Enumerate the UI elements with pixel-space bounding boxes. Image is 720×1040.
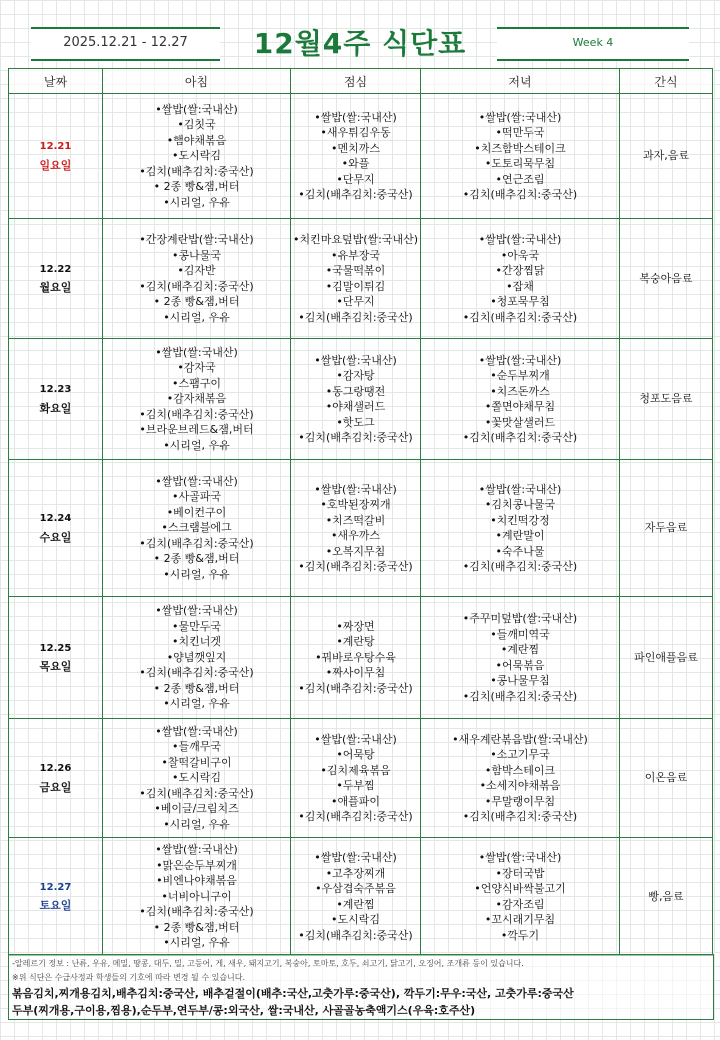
dinner-item: •김치(배추김치:중국산) <box>462 689 578 703</box>
breakfast-item: •시리얼, 우유 <box>163 817 230 831</box>
breakfast-item: •쌀밥(쌀:국내산) <box>155 843 238 857</box>
breakfast-item: •김치(배추김치:중국산) <box>139 786 254 800</box>
breakfast-item: •쌀밥(쌀:국내산) <box>155 102 238 116</box>
dinner-item: •김치(배추김치:중국산) <box>462 431 578 444</box>
dinner-cell <box>421 219 620 339</box>
dinner-item: •꼬시래기무침 <box>484 913 556 926</box>
dinner-item: •함박스테이크 <box>484 763 556 777</box>
snack-cell: 자두음료 <box>620 460 713 597</box>
lunch-item: •쌀밥(쌀:국내산) <box>314 353 397 367</box>
dinner-item: •아욱국 <box>500 248 540 262</box>
dinner-item: •간장찜닭 <box>495 264 545 277</box>
lunch-cell <box>291 219 421 339</box>
snack-cell: 파인애플음료 <box>620 597 713 719</box>
dinner-cell <box>421 597 620 719</box>
weekday-text: 수요일 <box>39 530 72 544</box>
table-row <box>9 339 713 460</box>
breakfast-cell <box>103 838 291 956</box>
breakfast-item: •쌀밥(쌀:국내산) <box>155 474 238 488</box>
lunch-item: •김치(배추김치:중국산) <box>298 928 413 942</box>
dinner-item: •어묵볶음 <box>495 658 545 672</box>
breakfast-item: •김자반 <box>177 264 216 277</box>
lunch-item: •단무지 <box>336 172 375 186</box>
weekday-text: 목요일 <box>39 660 72 673</box>
date-range: 2025.12.21 - 12.27 <box>63 35 188 50</box>
lunch-item: •쌀밥(쌀:국내산) <box>314 110 397 124</box>
breakfast-item: •김칫국 <box>177 118 216 132</box>
lunch-item: •계란찜 <box>336 897 375 911</box>
table-row <box>9 838 713 956</box>
allergy-note: -알레르기 정보 : 난류, 우유, 메밀, 땅콩, 대두, 밀, 고등어, 게, 새우, 돼지고기, 복숭아, 토마토, 호두, 쇠고기, 닭고기, 오징어, 조개류 등이 있습니다. <box>12 959 524 968</box>
lunch-item: •도시락김 <box>331 913 380 926</box>
weekday-text: 금요일 <box>39 780 72 794</box>
breakfast-item: • 2종 빵&잼,버터 <box>153 295 240 308</box>
dinner-cell <box>421 838 620 956</box>
breakfast-item: •도시락김 <box>172 771 221 785</box>
breakfast-item: •쌀밥(쌀:국내산) <box>155 604 238 618</box>
table-row <box>9 219 713 339</box>
origin-note-1: 볶음김치,찌개용김치,배추김치:중국산, 배추겉절이(배추:국산,고춧가루:중국산), 깍두기:무우:국산, 고춧가루:중국산 <box>12 987 574 1000</box>
lunch-item: •쌀밥(쌀:국내산) <box>314 851 397 864</box>
weekday-text: 화요일 <box>39 401 72 415</box>
dinner-item: •쌀밥(쌀:국내산) <box>478 233 562 246</box>
breakfast-item: •물만두국 <box>172 619 221 633</box>
breakfast-item: •사골파국 <box>172 490 221 504</box>
column-header-snack: 간식 <box>620 69 713 94</box>
breakfast-item: •시리얼, 우유 <box>163 310 230 324</box>
dinner-item: •쌀밥(쌀:국내산) <box>478 353 562 367</box>
dinner-cell <box>421 719 620 838</box>
lunch-item: •치킨마요덮밥(쌀:국내산) <box>292 233 419 246</box>
lunch-item: •새우튀김우동 <box>320 126 391 139</box>
column-header-breakfast: 아침 <box>103 69 291 94</box>
breakfast-item: • 2종 빵&잼,버터 <box>153 681 240 695</box>
lunch-item: •쌀밥(쌀:국내산) <box>314 482 397 496</box>
dinner-item: •치즈함박스테이크 <box>474 141 566 155</box>
breakfast-item: •햄야채볶음 <box>166 133 227 147</box>
table-header-row <box>9 69 713 94</box>
dinner-item: •쌀밥(쌀:국내산) <box>478 482 562 496</box>
breakfast-item: •치킨너겟 <box>172 635 221 649</box>
lunch-item: •국물떡볶이 <box>325 264 386 277</box>
table-row <box>9 597 713 719</box>
breakfast-cell <box>103 597 291 719</box>
lunch-item: •김치(배추김치:중국산) <box>298 810 413 823</box>
lunch-item: •단무지 <box>336 295 375 308</box>
dinner-item: •소고기무국 <box>490 748 550 761</box>
dinner-item: •감자조림 <box>495 897 545 911</box>
snack-cell: 청포도음료 <box>620 339 713 460</box>
weekday-text: 토요일 <box>39 899 72 912</box>
breakfast-item: •시리얼, 우유 <box>163 195 230 209</box>
lunch-item: •유부장국 <box>331 248 380 262</box>
dinner-item: •무말랭이무침 <box>484 794 556 808</box>
breakfast-cell <box>103 339 291 460</box>
breakfast-item: •쌀밥(쌀:국내산) <box>155 724 238 738</box>
breakfast-item: •시리얼, 우유 <box>163 936 230 950</box>
breakfast-item: •김치(배추김치:중국산) <box>139 905 254 919</box>
column-header-dinner: 저녁 <box>421 69 620 94</box>
date-text: 12.24 <box>39 513 72 524</box>
dinner-item: •주꾸미덮밥(쌀:국내산) <box>462 612 578 625</box>
dinner-item: •소세지야채볶음 <box>479 779 561 792</box>
lunch-item: •고추장찌개 <box>325 866 386 880</box>
date-range-box <box>31 27 220 61</box>
date-cell <box>9 838 103 956</box>
breakfast-item: •비엔나야채볶음 <box>156 874 237 888</box>
dinner-item: •계란찜 <box>500 643 540 656</box>
dinner-item: •도토리묵무침 <box>484 157 556 170</box>
breakfast-item: •양념깻잎지 <box>166 650 227 664</box>
snack-cell: 과자,음료 <box>620 94 713 219</box>
dinner-item: •청포묵무침 <box>490 295 550 308</box>
breakfast-cell <box>103 719 291 838</box>
lunch-item: •핫도그 <box>336 415 375 429</box>
dinner-cell <box>421 339 620 460</box>
date-cell <box>9 460 103 597</box>
breakfast-item: •김치(배추김치:중국산) <box>139 164 254 178</box>
breakfast-item: •쌀밥(쌀:국내산) <box>155 345 238 359</box>
breakfast-item: •감자국 <box>177 361 216 375</box>
lunch-cell <box>291 719 421 838</box>
lunch-item: •어묵탕 <box>336 748 375 761</box>
breakfast-item: •도시락김 <box>172 149 221 163</box>
column-header-lunch: 점심 <box>291 69 421 94</box>
date-cell <box>9 597 103 719</box>
lunch-item: •김치(배추김치:중국산) <box>298 188 413 201</box>
breakfast-item: • 2종 빵&잼,버터 <box>153 180 240 194</box>
breakfast-item: •시리얼, 우유 <box>163 438 230 452</box>
date-cell <box>9 719 103 838</box>
table-row <box>9 719 713 838</box>
dinner-item: •김치(배추김치:중국산) <box>462 810 578 823</box>
dinner-item: •치킨떡강정 <box>490 513 550 527</box>
origin-note-2: 두부(찌개용,구이용,찜용),순두부,연두부/콩:외국산, 쌀:국내산, 사골골농축액기스(우육:호주산) <box>12 1004 476 1017</box>
lunch-cell <box>291 94 421 219</box>
dinner-item: •떡만두국 <box>495 126 545 139</box>
breakfast-item: • 2종 빵&잼,버터 <box>153 552 240 566</box>
lunch-item: •짜사이무침 <box>325 666 386 680</box>
dinner-item: •김치(배추김치:중국산) <box>462 188 578 201</box>
lunch-item: •쌀밥(쌀:국내산) <box>314 732 397 746</box>
breakfast-cell <box>103 460 291 597</box>
change-notice: ※위 식단은 수급사정과 학생들의 기호에 따라 변경 될 수 있습니다. <box>12 973 246 982</box>
dinner-item: •새우계란볶음밥(쌀:국내산) <box>452 732 588 746</box>
breakfast-item: •시리얼, 우유 <box>163 567 230 581</box>
dinner-cell <box>421 94 620 219</box>
dinner-item: •순두부찌개 <box>490 369 550 382</box>
week-label: Week 4 <box>572 36 614 49</box>
breakfast-item: •감자채볶음 <box>166 392 227 406</box>
date-cell <box>9 94 103 219</box>
meal-table <box>8 68 713 956</box>
date-text: 12.22 <box>39 263 72 275</box>
dinner-cell <box>421 460 620 597</box>
breakfast-item: •베이컨구이 <box>166 505 227 519</box>
lunch-item: •야채샐러드 <box>325 400 386 413</box>
date-cell <box>9 339 103 460</box>
breakfast-item: •맑은순두부찌개 <box>156 858 237 872</box>
breakfast-item: •브라운브레드&잼,버터 <box>139 423 254 437</box>
breakfast-item: •찰떡갈비구이 <box>161 755 232 769</box>
lunch-item: •꿔바로우탕수육 <box>315 650 396 664</box>
lunch-item: •치즈떡갈비 <box>325 513 386 527</box>
date-text: 12.27 <box>39 881 72 893</box>
date-text: 12.21 <box>39 141 72 152</box>
lunch-item: •와플 <box>341 157 370 170</box>
table-row <box>9 460 713 597</box>
dinner-item: •김치콩나물국 <box>484 498 556 511</box>
dinner-item: •계란말이 <box>495 529 545 542</box>
lunch-item: •멘치까스 <box>331 141 380 155</box>
breakfast-item: •베이글/크림치즈 <box>154 802 239 816</box>
dinner-item: •꽃맛살샐러드 <box>484 415 556 429</box>
dinner-item: •쫄면야채무침 <box>484 400 556 413</box>
date-text: 12.25 <box>39 642 72 654</box>
lunch-item: •짜장면 <box>336 619 375 633</box>
dinner-item: •치즈돈까스 <box>490 384 550 398</box>
breakfast-item: •김치(배추김치:중국산) <box>139 666 254 680</box>
breakfast-item: •시리얼, 우유 <box>163 697 230 711</box>
dinner-item: •김치(배추김치:중국산) <box>462 310 578 324</box>
dinner-item: •잡채 <box>506 279 534 293</box>
breakfast-item: •김치(배추김치:중국산) <box>139 407 254 421</box>
breakfast-item: •김치(배추김치:중국산) <box>139 279 254 293</box>
header <box>0 0 720 66</box>
lunch-item: •김치제육볶음 <box>320 763 391 777</box>
lunch-cell <box>291 339 421 460</box>
lunch-item: •김말이튀김 <box>325 279 386 293</box>
breakfast-item: •김치(배추김치:중국산) <box>139 536 254 550</box>
breakfast-item: •너비아니구이 <box>161 889 232 903</box>
notes-section <box>8 954 714 1020</box>
lunch-item: •애플파이 <box>331 794 380 808</box>
snack-cell: 복숭아음료 <box>620 219 713 339</box>
lunch-item: •호박된장찌개 <box>320 498 391 511</box>
snack-cell: 이온음료 <box>620 719 713 838</box>
page-title: 12월4주 식단표 <box>253 27 467 60</box>
dinner-item: •콩나물무침 <box>490 674 550 687</box>
breakfast-item: •스크램블에그 <box>161 521 232 535</box>
date-text: 12.26 <box>39 763 72 774</box>
breakfast-cell <box>103 219 291 339</box>
breakfast-item: •스팸구이 <box>172 376 221 390</box>
breakfast-item: • 2종 빵&잼,버터 <box>153 920 240 934</box>
weekday-text: 일요일 <box>39 158 72 172</box>
lunch-item: •오복지무침 <box>325 544 386 558</box>
lunch-item: •김치(배추김치:중국산) <box>298 560 413 573</box>
dinner-item: •숙주나물 <box>495 544 545 558</box>
date-text: 12.23 <box>39 384 72 395</box>
lunch-item: •감자탕 <box>336 369 375 382</box>
column-header-date: 날짜 <box>9 69 103 94</box>
date-cell <box>9 219 103 339</box>
week-box <box>497 27 689 61</box>
weekday-text: 월요일 <box>39 281 72 294</box>
breakfast-item: •간장계란밥(쌀:국내산) <box>139 233 254 246</box>
lunch-cell <box>291 597 421 719</box>
dinner-item: •깍두기 <box>500 928 540 942</box>
lunch-item: •우삼겹숙주볶음 <box>315 882 396 895</box>
dinner-item: •언양식바싹불고기 <box>474 882 566 895</box>
dinner-item: •쌀밥(쌀:국내산) <box>478 851 562 864</box>
breakfast-item: •콩나물국 <box>172 248 221 262</box>
lunch-item: •김치(배추김치:중국산) <box>298 310 413 324</box>
table-row <box>9 94 713 219</box>
lunch-item: •새우까스 <box>331 529 380 542</box>
lunch-cell <box>291 838 421 956</box>
lunch-item: •김치(배추김치:중국산) <box>298 681 413 695</box>
lunch-item: •두부찜 <box>336 779 375 792</box>
breakfast-item: •들깨무국 <box>172 740 221 754</box>
breakfast-cell <box>103 94 291 219</box>
dinner-item: •연근조림 <box>495 172 545 186</box>
dinner-item: •들깨미역국 <box>490 627 550 641</box>
snack-cell: 빵,음료 <box>620 838 713 956</box>
lunch-item: •김치(배추김치:중국산) <box>298 431 413 444</box>
lunch-cell <box>291 460 421 597</box>
lunch-item: •계란탕 <box>336 635 375 649</box>
dinner-item: •장터국밥 <box>495 866 545 880</box>
dinner-item: •쌀밥(쌀:국내산) <box>478 110 562 124</box>
dinner-item: •김치(배추김치:중국산) <box>462 560 578 573</box>
lunch-item: •동그랑땡전 <box>325 384 386 398</box>
